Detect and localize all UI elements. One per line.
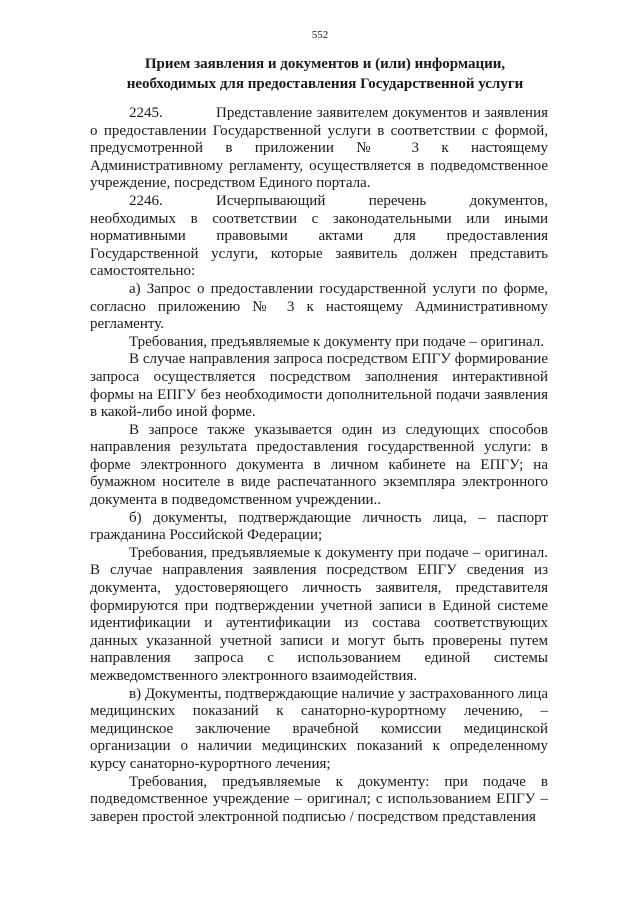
paragraph-text: Исчерпывающий перечень документов, необходимых в соответствии с законодательными или иными нормативными правовыми актами для предоставления Государственной услуги, которые заявитель должен представить самостоятельно: [90,192,548,280]
paragraph-number: 2246. [129,192,163,209]
paragraph-requirements-b: Требования, предъявляемые к документу при подаче – оригинал. В случае направления заявления посредством ЕПГУ сведения из документа, удостоверяющего личность заявителя, представителя формируются при подтверждении учетной записи в Единой системе идентификации и аутентификации из состава соответствующих данных указанной учетной записи и могут быть проверены путем направления запроса с использованием единой системы межведомственного электронного взаимодействия. [90,544,548,684]
heading-line-2: необходимых для предоставления Государственной услуги [126,76,524,92]
paragraph-item-b: б) документы, подтверждающие личность лица, – паспорт гражданина Российской Федерации; [90,509,548,544]
paragraph-item-v: в) Документы, подтверждающие наличие у застрахованного лица медицинских показаний к санаторно-курортному лечению, – медицинское заключение врачебной комиссии медицинской организации о наличии медицинских показаний к определенному курсу санаторно-курортного лечения; [90,685,548,772]
heading-line-1: Прием заявления и документов и (или) информации, [144,56,506,72]
page-number: 552 [311,29,329,41]
section-heading [90,54,560,94]
paragraph-item-a: а) Запрос о предоставлении государственной услуги по форме, согласно приложению № 3 к настоящему Административному регламенту. [90,280,548,333]
paragraph-result-delivery: В запросе также указывается один из следующих способов направления результата предоставления государственной услуги: в форме электронного документа в личном кабинете на ЕПГУ; на бумажном носителе в виде распечатанного экземпляра электронного документа в подведомственном учреждении.. [90,421,548,509]
paragraph-2245 [90,105,548,193]
document-body [90,105,548,826]
paragraph-number: 2245. [129,105,163,121]
paragraph-epgu-request: В случае направления запроса посредством ЕПГУ формирование запроса осуществляется посредством заполнения интерактивной формы на ЕПГУ без необходимости дополнительной подачи заявления в какой-либо иной форме. [90,351,548,421]
paragraph-text: Представление заявителем документов и заявления о предоставлении Государственной услуги в соответствии с формой, предусмотренной в приложении № 3 к настоящему Административному регламенту, осуществляется в подведомственное учреждение, посредством Единого портала. [90,105,548,192]
paragraph-2246 [90,193,548,281]
paragraph-requirements-a: Требования, предъявляемые к документу при подаче – оригинал. [129,333,544,350]
paragraph-requirements-v: Требования, предъявляемые к документу: при подаче в подведомственное учреждение – оригинал; с использованием ЕПГУ – заверен простой электронной подписью / посредством представления [90,773,548,825]
